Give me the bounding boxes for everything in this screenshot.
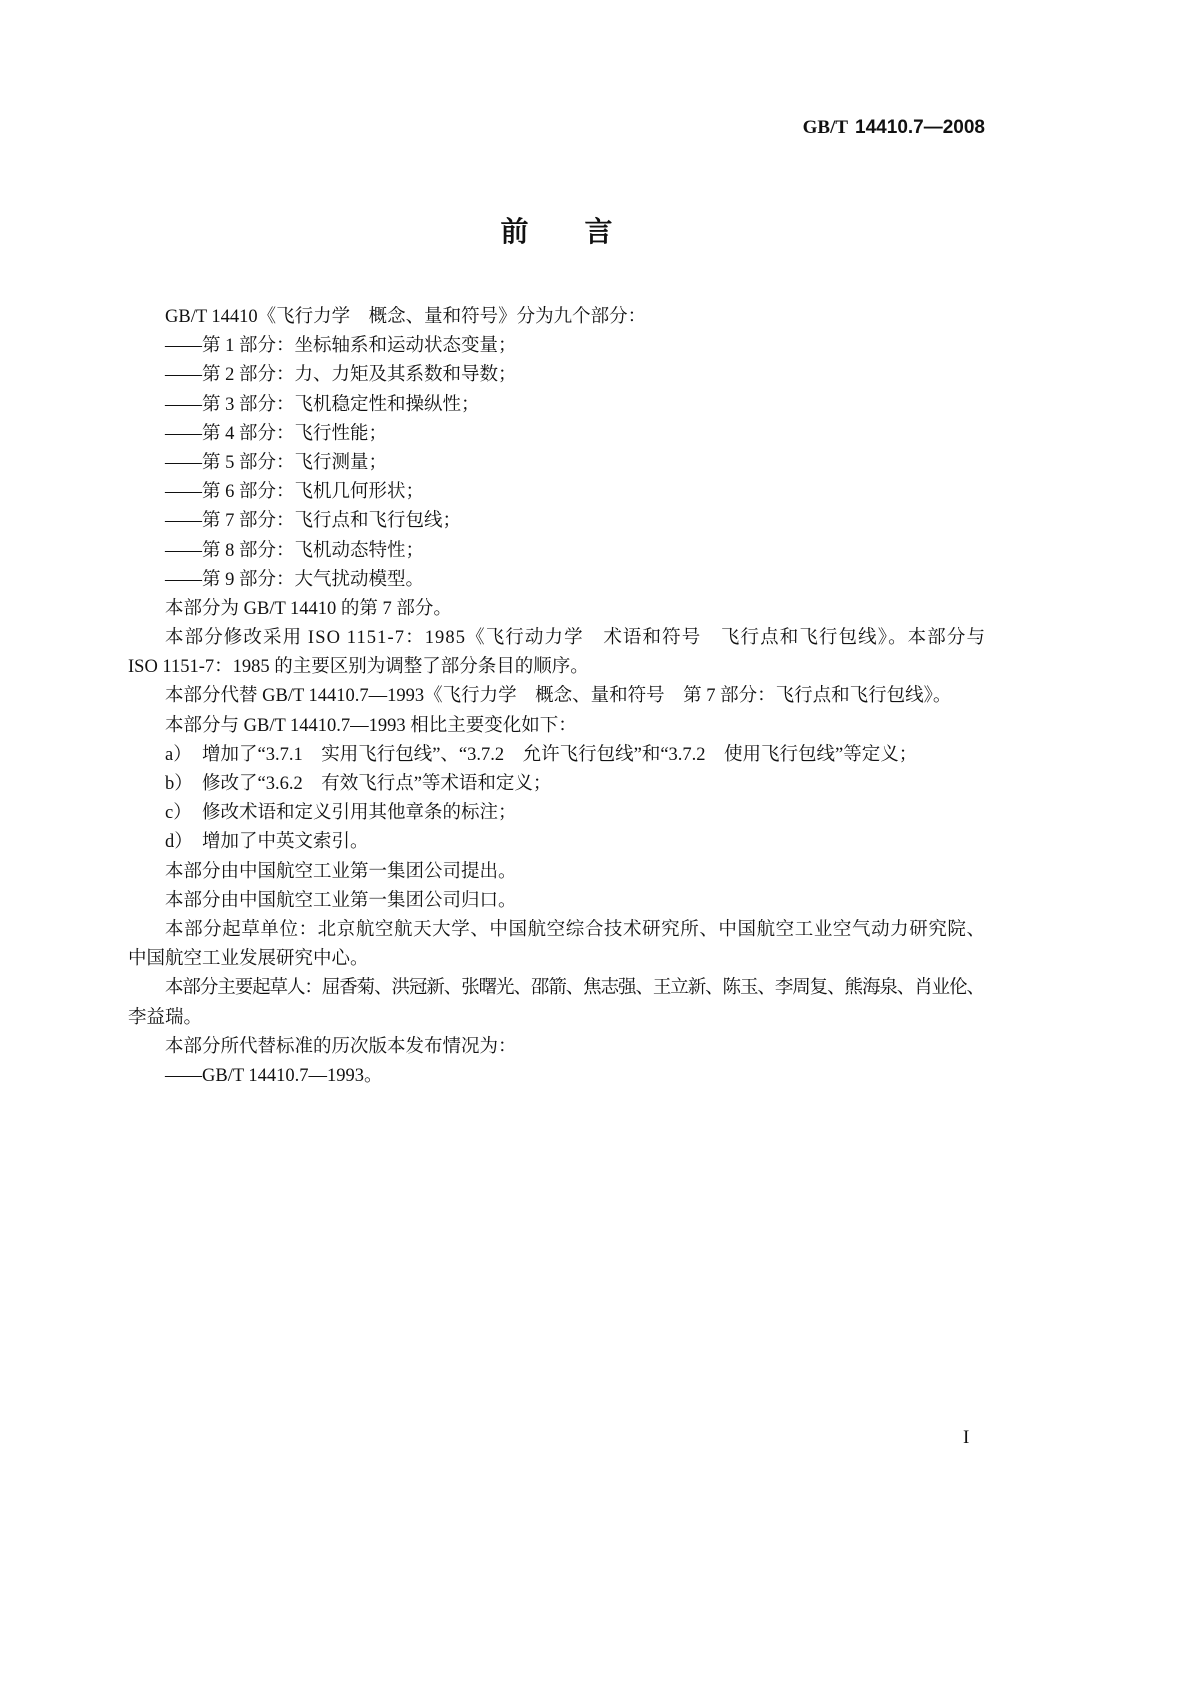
change-item-label: a）: [165, 744, 192, 765]
page-number: I: [963, 1427, 970, 1448]
change-item-label: c）: [165, 803, 192, 824]
series-intro: GB/T 14410《飞行力学 概念、量和符号》分为九个部分：: [165, 307, 647, 327]
drafters-line: 李益瑞。: [128, 1007, 203, 1028]
part-item: ——第 1 部分：坐标轴系和运动状态变量；: [165, 336, 517, 357]
page-title: 前 言: [500, 215, 627, 248]
preface-body: [128, 303, 985, 1091]
history-intro: 本部分所代替标准的历次版本发布情况为：: [165, 1036, 517, 1057]
change-item-text: 修改了“3.6.2 有效飞行点”等术语和定义；: [202, 774, 552, 794]
history-item: ——GB/T 14410.7—1993。: [165, 1065, 383, 1086]
administrator-statement: 本部分由中国航空工业第一集团公司归口。: [165, 890, 517, 911]
change-item-text: 修改术语和定义引用其他章条的标注；: [202, 803, 517, 824]
replacement-statement: 本部分代替 GB/T 14410.7—1993《飞行力学 概念、量和符号 第 7 部分：飞行点和飞行包线》。: [165, 686, 952, 707]
this-part-statement: 本部分为 GB/T 14410 的第 7 部分。: [165, 598, 452, 619]
changes-intro: 本部分与 GB/T 14410.7—1993 相比主要变化如下：: [165, 715, 577, 736]
drafters-line: 本部分主要起草人：屈香菊、洪冠新、张曙光、邵箭、焦志强、王立新、陈玉、李周复、熊海泉、肖业伦、: [165, 978, 984, 999]
change-item: [128, 770, 985, 799]
part-item: ——第 2 部分：力、力矩及其系数和导数；: [165, 365, 517, 386]
part-item: ——第 9 部分：大气扰动模型。: [165, 569, 425, 590]
drafting-units-line: 中国航空工业发展研究中心。: [128, 949, 369, 970]
change-item: [128, 828, 985, 857]
standard-code-prefix: GB/T: [802, 117, 849, 138]
proposer-statement: 本部分由中国航空工业第一集团公司提出。: [165, 861, 517, 882]
change-item: [128, 799, 985, 828]
change-item-text: 增加了“3.7.1 实用飞行包线”、“3.7.2 允许飞行包线”和“3.7.2 使用飞行包线”等定义；: [202, 744, 918, 765]
part-item: ——第 4 部分：飞行性能；: [165, 423, 388, 444]
change-item-text: 增加了中英文索引。: [202, 832, 369, 853]
adoption-statement-line: 本部分修改采用 ISO 1151-7：1985《飞行动力学 术语和符号 飞行点和飞行包线》。本部分与: [165, 628, 987, 649]
change-item-label: d）: [165, 832, 193, 853]
part-item: ——第 7 部分：飞行点和飞行包线；: [165, 511, 462, 532]
standard-code-header: [803, 116, 985, 140]
part-item: ——第 6 部分：飞机几何形状；: [165, 482, 425, 503]
change-item: [128, 741, 985, 770]
drafting-units-line: 本部分起草单位：北京航空航天大学、中国航空综合技术研究所、中国航空工业空气动力研究院、: [165, 919, 986, 940]
part-item: ——第 8 部分：飞机动态特性；: [165, 540, 425, 561]
standard-code-number: 14410.7—2008: [855, 117, 985, 138]
change-item-label: b）: [165, 774, 193, 794]
adoption-statement-line: ISO 1151-7：1985 的主要区别为调整了部分条目的顺序。: [128, 657, 589, 678]
part-item: ——第 3 部分：飞机稳定性和操纵性；: [165, 394, 480, 415]
part-item: ——第 5 部分：飞行测量；: [165, 452, 388, 473]
